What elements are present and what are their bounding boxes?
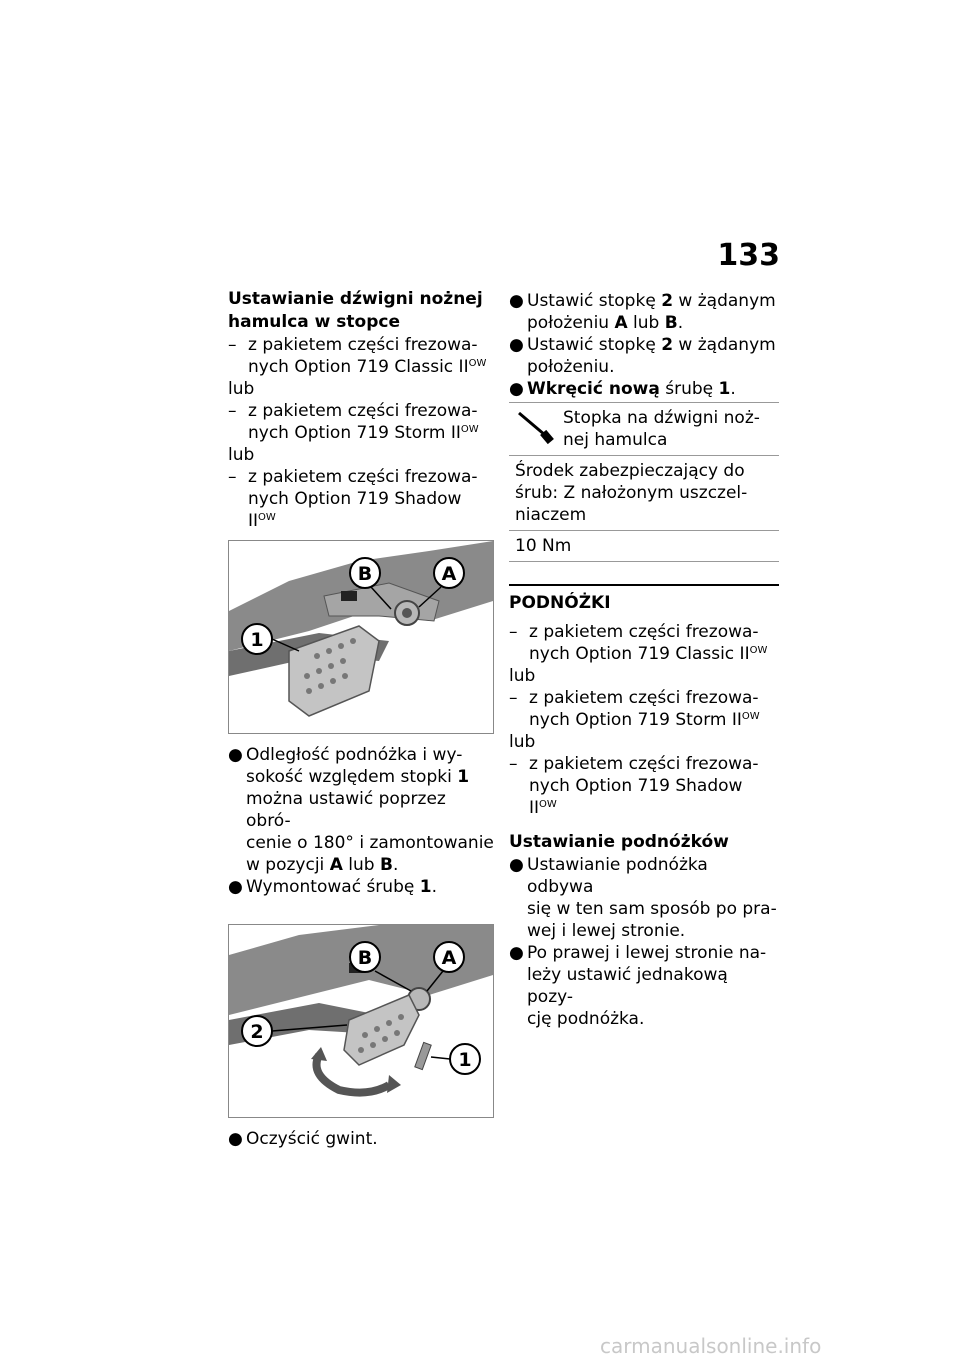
option-item: – z pakietem części frezowa- nych Option 719 Shadow $II^{OW}$	[228, 467, 478, 531]
label-a: A	[441, 947, 457, 969]
label-b: B	[357, 563, 373, 585]
left-column	[228, 288, 494, 1150]
or-text: lub	[228, 379, 255, 399]
watermark-footer: carmanualsonline.info	[600, 1334, 822, 1358]
option-item: – z pakietem części frezowa- nych Option 719 Storm $II^{OW}$	[228, 401, 479, 443]
or-text: lub	[509, 666, 536, 686]
label-1: 1	[458, 1049, 472, 1071]
spec-note: Środek zabezpieczający do śrub: Z nałożonym uszczel- niaczem	[509, 456, 779, 531]
instruction-item: ● Ustawić stopkę 2 w żądanym położeniu.	[509, 335, 776, 377]
option-item: – z pakietem części frezowa- nych Option 719 Shadow $II^{OW}$	[509, 754, 759, 818]
option-item: – z pakietem części frezowa- nych Option 719 Storm $II^{OW}$	[509, 688, 760, 730]
footrest-illustration-1	[228, 540, 494, 734]
label-1: 1	[250, 629, 264, 651]
spec-title: Stopka na dźwigni noż-	[563, 408, 760, 428]
or-text: lub	[509, 732, 536, 752]
spec-header: Stopka na dźwigni noż- nej hamulca	[509, 403, 779, 456]
section-title: Ustawianie dźwigni nożnej hamulca w stopce	[228, 289, 483, 332]
torque-wrench-icon	[515, 407, 555, 447]
instruction-item: ● Wkręcić nową śrubę 1.	[509, 379, 736, 399]
spec-torque-value: 10 Nm	[509, 531, 779, 562]
instruction-item: ● Ustawić stopkę 2 w żądanym położeniu A lub B.	[509, 291, 776, 333]
right-column	[509, 290, 779, 1030]
page-number: 133	[717, 238, 780, 273]
instruction-item: ● Oczyścić gwint.	[228, 1129, 378, 1149]
torque-spec-table	[509, 402, 779, 562]
footrest-illustration-2	[228, 924, 494, 1118]
instruction-item: ● Wymontować śrubę 1.	[228, 877, 437, 897]
instruction-item: ● Ustawianie podnóżka odbywa się w ten sam sposób po pra- wej i lewej stronie.	[509, 855, 777, 941]
option-item: – z pakietem części frezowa- nych Option 719 Classic $II^{OW}$	[228, 335, 487, 377]
instruction-item: ● Odległość podnóżka i wy- sokość względem stopki 1 można ustawić poprzez obró- cenie o 180° i zamontowanie w pozycji A lub B.	[228, 745, 494, 875]
subsection-title: Ustawianie podnóżków	[509, 832, 729, 852]
option-item: – z pakietem części frezowa- nych Option 719 Classic $II^{OW}$	[509, 622, 768, 664]
section-title: PODNÓŻKI	[509, 593, 611, 613]
label-a: A	[441, 563, 457, 585]
section-divider	[509, 584, 779, 615]
instruction-item: ● Po prawej i lewej stronie na- leży ustawić jednakową pozy- cję podnóżka.	[509, 943, 767, 1029]
or-text: lub	[228, 445, 255, 465]
label-2: 2	[250, 1021, 264, 1043]
label-b: B	[357, 947, 373, 969]
